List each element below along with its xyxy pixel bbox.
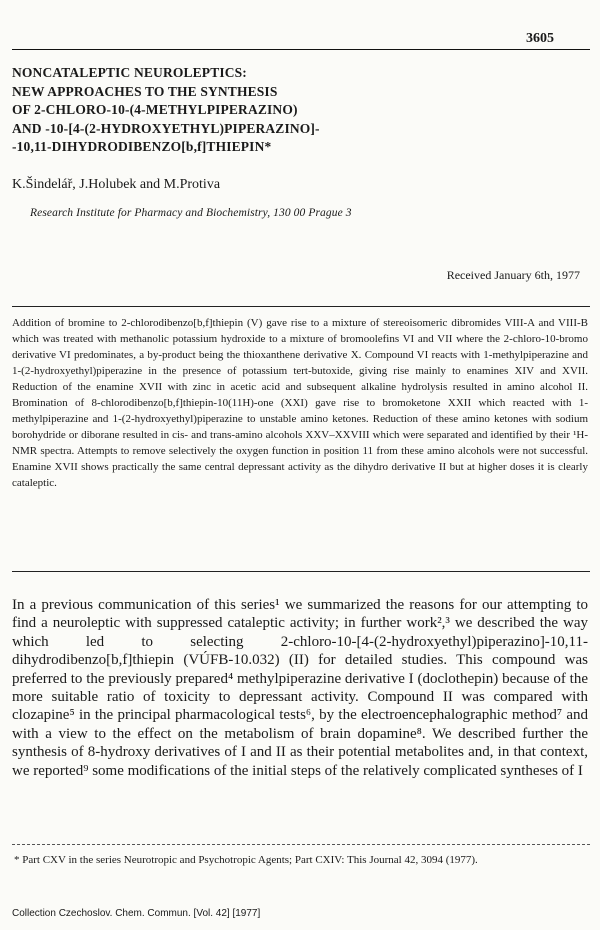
header-rule	[12, 49, 590, 50]
page-number: 3605	[526, 31, 554, 46]
title-line: OF 2-CHLORO-10-(4-METHYLPIPERAZINO)	[12, 102, 298, 117]
journal-footer: Collection Czechoslov. Chem. Commun. [Vol. 42] [1977]	[12, 908, 261, 919]
footnote-rule	[12, 844, 590, 845]
title-line: NONCATALEPTIC NEUROLEPTICS:	[12, 65, 247, 80]
title-line: -10,11-DIHYDRODIBENZO[b,f]THIEPIN*	[12, 139, 272, 154]
article-title	[12, 64, 482, 157]
footnote: * Part CXV in the series Neurotropic and Psychotropic Agents; Part CXIV: This Journal 42, 3094 (1977).	[14, 854, 478, 866]
affiliation: Research Institute for Pharmacy and Biochemistry, 130 00 Prague 3	[30, 207, 352, 219]
authors: K.Šindelář, J.Holubek and M.Protiva	[12, 177, 221, 192]
title-line: AND -10-[4-(2-HYDROXYETHYL)PIPERAZINO]-	[12, 120, 320, 136]
body-paragraph: In a previous communication of this series¹ we summarized the reasons for our attempting to find a neuroleptic with suppressed cataleptic activity; in further work²,³ we described the way which led to selecting 2-chloro-10-[4-(2-hydroxyethyl)piperazino]-10,11-dihydrodibenzo[b,f]thiepin (VÚFB-10.032) (II) for detailed studies. This compound was preferred to the previously prepared⁴ methylpiperazine derivative I (doclothepin) because of the more suitable ratio of toxicity to depressant activity. Compound II was compared with clozapine⁵ in the principal pharmacological tests⁶, by the electroencephalographic method⁷ and with a view to the effect on the metabolism of brain dopamine⁸. We described further the synthesis of 8-hydroxy derivatives of I and II as their potential metabolites and, in that context, we reported⁹ some modifications of the initial steps of the relatively complicated syntheses of I	[12, 597, 588, 779]
abstract-bottom-rule	[12, 571, 590, 572]
received-date: Received January 6th, 1977	[446, 268, 580, 282]
abstract: Addition of bromine to 2-chlorodibenzo[b,f]thiepin (V) gave rise to a mixture of stereoisomeric dibromides VIII-A and VIII-B which was treated with methanolic potassium hydroxide to a mixture of bromoolefins VI and VII where the 2-chloro-10-bromo derivative VI predominates, a by-product being the thioxanthene derivative X. Compound VI reacts with 1-methylpiperazine and 1-(2-hydroxyethyl)piperazine in the presence of potassium tert-butoxide, giving rise mainly to enamines XIV and XVII. Reduction of the enamine XVII with zinc in acetic acid and subsequent alkaline hydrolysis resulted in amino alcohol II. Bromination of 8-chlorodibenzo[b,f]thiepin-10(11H)-one (XXI) gave rise to bromoketone XXII which reacted with 1-methylpiperazine and 1-(2-hydroxyethyl)piperazine to unstable amino ketones. Reduction of these amino ketones with sodium borohydride or diborane resulted in cis- and trans-amino alcohols XXV–XXVIII which were separated and identified by their ¹H-NMR spectra. Attempts to remove selectively the oxygen function in position 11 from these amino alcohols were not successful. Enamine XVII shows practically the same central depressant activity as the dihydro derivative II but at higher doses it is clearly cataleptic.	[12, 317, 588, 489]
abstract-top-rule	[12, 306, 590, 307]
title-line: NEW APPROACHES TO THE SYNTHESIS	[12, 83, 278, 99]
